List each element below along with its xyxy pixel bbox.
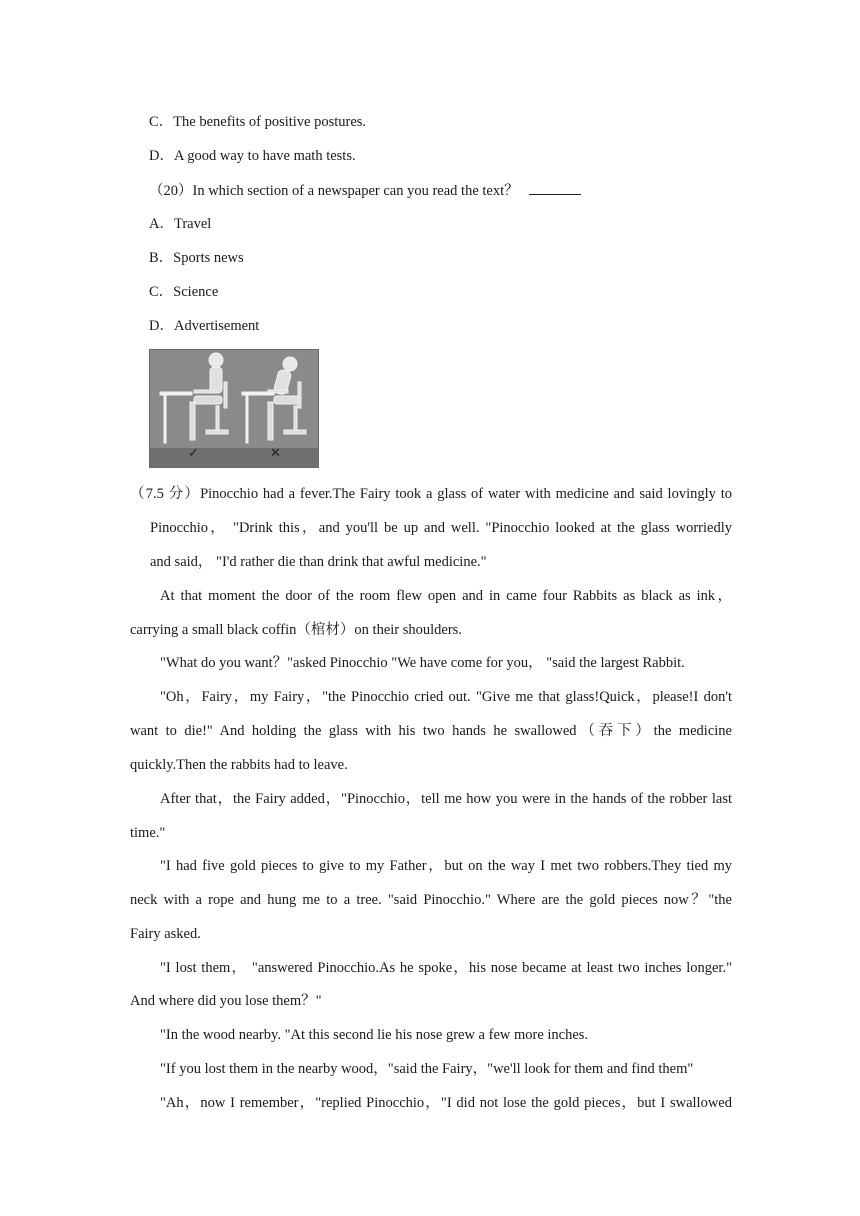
q20-option-c: C．Science [149,284,219,300]
passage-line: want to die!" And holding the glass with his two hands he swallowed（吞下）the medicine [130,723,732,739]
passage-line: time." [130,825,166,841]
passage-line: and said， "I'd rather die than drink that awful medicine." [150,554,487,570]
passage-line: "I had five gold pieces to give to my Father，but on the way I met two robbers.They tied my [160,858,732,874]
posture-figure [149,349,319,468]
question-20 [149,180,581,201]
passage-line: carrying a small black coffin（棺材）on their shoulders. [130,622,462,638]
passage-line: At that moment the door of the room flew open and in came four Rabbits as black as ink， [160,588,732,604]
passage-line: Fairy asked. [130,926,201,942]
passage-line: "If you lost them in the nearby wood，"said the Fairy，"we'll look for them and find them" [160,1061,694,1077]
passage-line: neck with a rope and hung me to a tree. "said Pinocchio." Where are the gold pieces now？"the [130,892,732,908]
answer-blank [529,180,581,195]
posture-illustration [150,350,318,467]
passage-line: （7.5 分）Pinocchio had a fever.The Fairy took a glass of water with medicine and said lovingly to [130,486,732,502]
passage-line: And where did you lose them？" [130,993,322,1009]
passage-line: Pinocchio， "Drink this，and you'll be up and well. "Pinocchio looked at the glass worriedly [150,520,732,536]
cross-icon: ✕ [270,446,281,461]
passage-line: "Ah，now I remember，"replied Pinocchio，"I did not lose the gold pieces，but I swallowed [160,1095,732,1111]
q20-option-d: D．Advertisement [149,318,260,334]
question-20-stem: （20）In which section of a newspaper can you read the text？ [149,183,519,199]
passage-line: "I lost them， "answered Pinocchio.As he spoke，his nose became at least two inches longer." [160,960,732,976]
option-c: C．The benefits of positive postures. [149,114,367,130]
passage-line: "In the wood nearby. "At this second lie his nose grew a few more inches. [160,1027,589,1043]
passage-line: "Oh，Fairy，my Fairy，"the Pinocchio cried out. "Give me that glass!Quick，please!I don't [160,689,732,705]
passage-line: After that，the Fairy added，"Pinocchio，tell me how you were in the hands of the robber last [160,791,732,807]
q20-option-a: A．Travel [149,216,212,232]
passage-line: "What do you want？"asked Pinocchio "We have come for you， "said the largest Rabbit. [160,655,685,671]
q20-option-b: B．Sports news [149,250,244,266]
checkmark-icon: ✓ [188,446,199,461]
option-d: D．A good way to have math tests. [149,148,356,164]
passage-line: quickly.Then the rabbits had to leave. [130,757,348,773]
